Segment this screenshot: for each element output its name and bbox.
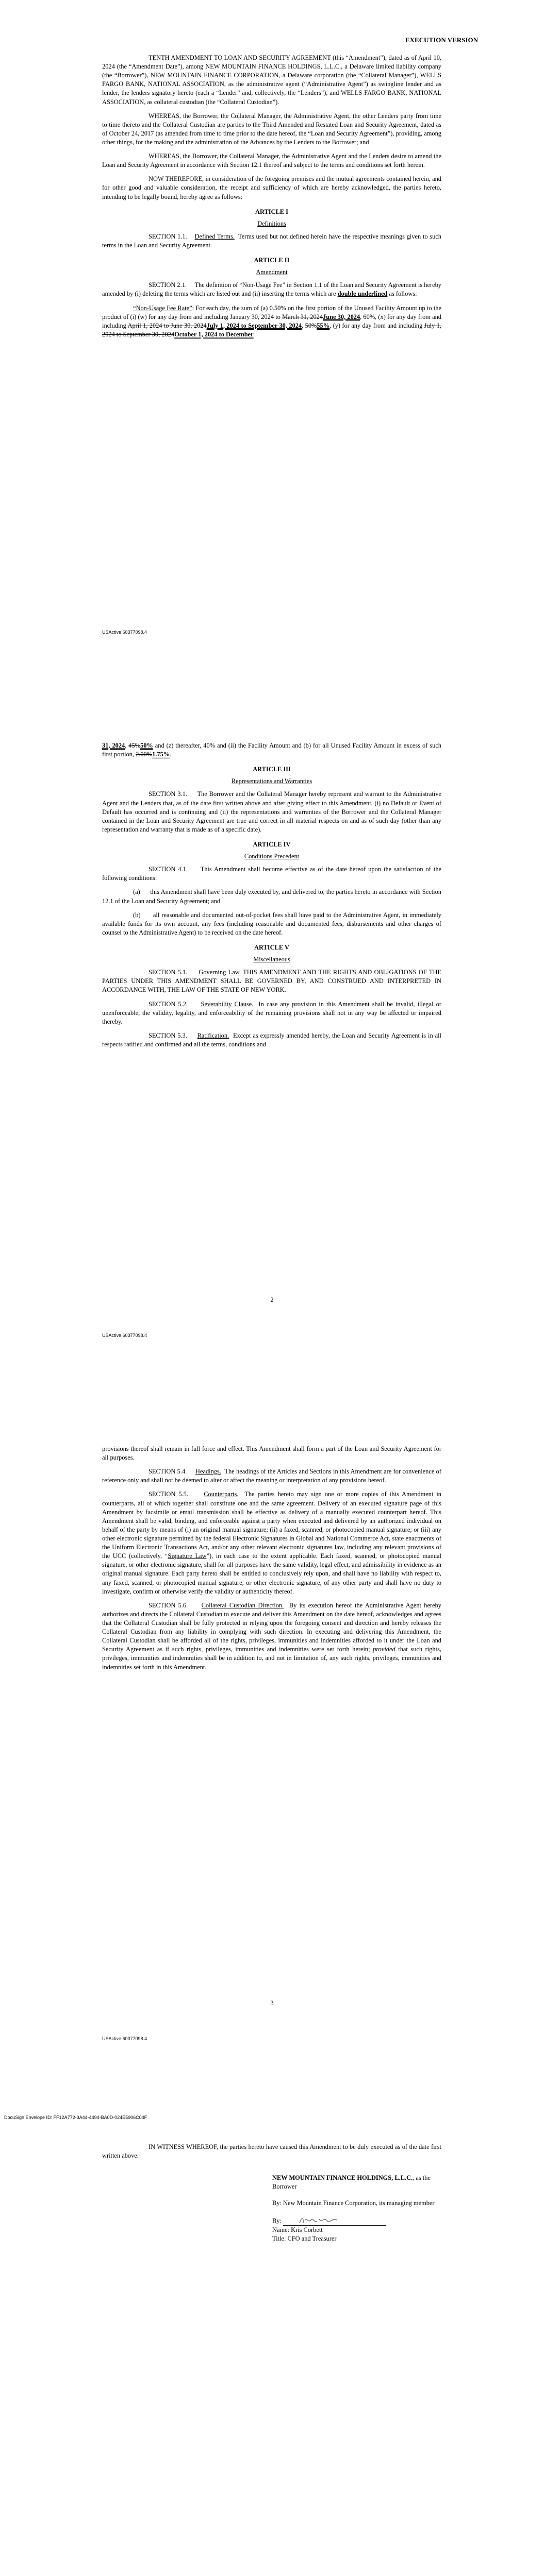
now-therefore-paragraph: NOW THEREFORE, in consideration of the foregoing premises and the mutual agreements contained herein, and for other good and valuable consideration, the receipt and sufficiency of which are hereby acknowledged, the parties hereto, intending to be legally bound, hereby agree as follows:: [102, 175, 441, 200]
section-text: that such rights, privileges, immunities and indemnities shall be in addition to, and not in limitation of, any such rights, privileges, immunities and indemnities set forth in this Amendment.: [102, 1646, 441, 1671]
section-2-1: [102, 281, 441, 298]
text-span: ,: [125, 742, 127, 749]
section-heading: Ratification.: [197, 1031, 229, 1039]
signer-title: Title: CFO and Treasurer: [272, 2235, 337, 2243]
page-1: [0, 0, 544, 703]
strikethrough-text: 50%: [305, 321, 317, 329]
article-1-title: Definitions: [257, 219, 286, 227]
section-5-2: [102, 1000, 441, 1026]
condition-label: (b): [133, 911, 141, 919]
double-underlined-text: 1.75%: [152, 751, 170, 758]
page-3: [0, 1406, 544, 2110]
page-2-body: [102, 741, 441, 1054]
strikethrough-text: April 1, 2024 to June 30, 2024: [127, 321, 207, 329]
section-number: SECTION 2.1.: [149, 281, 187, 289]
strikethrough-text: 2.00%: [136, 751, 153, 758]
page-1-body: [102, 54, 441, 344]
section-number: SECTION 5.1.: [149, 969, 188, 976]
condition-b: [102, 911, 441, 937]
double-underlined-text: 31, 2024: [102, 742, 125, 749]
article-1-heading: ARTICLE I: [255, 208, 288, 215]
by-managing-member: By: New Mountain Finance Corporation, its managing member: [272, 2199, 435, 2207]
section-number: SECTION 1.1.: [149, 232, 187, 240]
section-number: SECTION 5.4.: [149, 1468, 187, 1476]
article-4-title: Conditions Precedent: [244, 853, 300, 860]
italic-term: provided: [373, 1646, 395, 1653]
text-span: ,: [302, 321, 304, 329]
section-text: In case any provision in this Amendment shall be invalid, illegal or unenforceable, the validity, legality, and enforceability of the remaining provisions shall not in any way be affected or impaired thereby.: [102, 1000, 441, 1025]
page-4-body: [102, 2143, 441, 2165]
strikethrough-text: July 1, 2024 to September 30, 2024: [102, 321, 441, 338]
article-5-heading: ARTICLE V: [254, 943, 289, 951]
article-4-heading: ARTICLE IV: [253, 840, 291, 848]
page-number: 3: [270, 1999, 274, 2007]
ratification-continuation: provisions thereof shall remain in full force and effect. This Amendment shall form a part of the Loan and Security Agreement for all purposes.: [102, 1445, 441, 1462]
section-text: This Amendment shall become effective as of the date hereof upon the satisfaction of the following conditions:: [102, 866, 442, 882]
section-text: ”), in each case to the extent applicable. Each faxed, scanned, or photocopied manual signature, or other electronic signature, shall for all purposes have the same validity, legal effect, and admissibility in evidence as an original manual signature. Each party hereto shall be entitled to conclusively rely upon, and shall have no liability with respect to, any faxed, scanned, or photocopied manual signature, or other electronic signature, of any other party and shall have no duty to investigate, confirm or otherwise verify the validity or authenticity thereof.: [102, 1552, 441, 1595]
section-heading: Severability Clause.: [201, 1000, 254, 1008]
double-underlined-text: July 1, 2024 to September 30, 2024: [206, 321, 302, 329]
non-usage-fee-continuation: [102, 741, 441, 759]
whereas-paragraph-2: WHEREAS, the Borrower, the Collateral Manager, the Administrative Agent and the Lenders desire to amend the Loan and Security Agreement in accordance with Section 12.1 thereof and subject to the terms and conditions set forth herein.: [102, 152, 441, 169]
whereas-paragraph-1: WHEREAS, the Borrower, the Collateral Manager, the Administrative Agent, the other Lenders party from time to time thereto and the Collateral Custodian are parties to the Third Amended and Restated Loan and Security Agreement, dated as of October 24, 2017 (as amended from time to time prior to the date hereof, the “Loan and Security Agreement”), providing, among other things, for the making and the administration of the Advances by the Lenders to the Borrower; and: [102, 112, 441, 146]
section-text: By its execution hereof the Administrative Agent hereby authorizes and directs the Collateral Custodian to execute and deliver this Amendment on the date hereof, acknowledges and agrees that the Collateral Custodian shall be fully protected in relying upon the foregoing consent and direction and hereby releases the Collateral Custodian from any liability in complying with such direction. In executing and delivering this Amendment, the Collateral Custodian shall be afforded all of the rights, privileges, immunities and indemnities afforded to it under the Loan and Security Agreement as if such rights, privileges, immunities and indemnities were set forth herein;: [102, 1601, 441, 1653]
text-span: and (ii) inserting the terms which are: [241, 290, 336, 298]
page-3-body: [102, 1445, 441, 1677]
non-usage-fee-definition: [102, 304, 441, 339]
section-number: SECTION 5.6.: [149, 1601, 188, 1609]
section-number: SECTION 5.5.: [149, 1490, 188, 1498]
section-4-1: [102, 865, 441, 883]
strikethrough-text: March 31, 2024: [282, 313, 323, 320]
signature-line: [272, 2216, 448, 2226]
section-text: The headings of the Articles and Sections in this Amendment are for convenience of reference only and shall not be deemed to alter or affect the meaning or interpretation of any provisions hereof.: [102, 1468, 442, 1484]
defined-term: “Non-Usage Fee Rate”: [133, 304, 192, 312]
section-5-3: [102, 1031, 441, 1049]
section-5-1: [102, 968, 441, 994]
section-text: THIS AMENDMENT AND THE RIGHTS AND OBLIGATIONS OF THE PARTIES UNDER THIS AMENDMENT SHALL BE GOVERNED BY, AND CONSTRUED AND INTERPRETED IN ACCORDANCE WITH, THE LAW OF THE STATE OF NEW YORK.: [102, 969, 441, 994]
section-number: SECTION 5.3.: [149, 1031, 187, 1039]
condition-text: all reasonable and documented out-of-pocket fees shall have paid to the Administrative Agent, in immediately available funds for its own account, any fees (including reasonable and documented fees, disbursements and other charges of counsel to the Administrative Agent) to be received on the date hereof.: [102, 911, 441, 936]
article-3-title: Representations and Warranties: [231, 777, 312, 785]
execution-version-label: EXECUTION VERSION: [405, 36, 478, 44]
double-underlined-text: 55%: [317, 321, 330, 329]
section-3-1: [102, 790, 441, 834]
article-3-heading: ARTICLE III: [253, 766, 291, 773]
section-text: The parties hereto may sign one or more copies of this Amendment in counterparts, all of which together shall constitute one and the same agreement. Delivery of an executed signature page of this Amendment by facsimile or email transmission shall be effective as delivery of a manually executed counterpart hereof. This Amendment shall be valid, binding, and enforceable against a party when executed and delivered by an authorized individual on behalf of the party by means of (i) an original manual signature; (ii) a faxed, scanned, or photocopied manual signature; or (iii) any other electronic signature permitted by the federal Electronic Signatures in Global and National Commerce Act, state enactments of the Uniform Electronic Transactions Act, and/or any other relevant electronic signatures law, including any relevant provisions of the UCC (collectively, “: [102, 1490, 441, 1560]
section-number: SECTION 5.2.: [149, 1000, 188, 1008]
strikethrough-text: listed out: [216, 290, 240, 298]
section-1-1: [102, 232, 441, 250]
page-number: 2: [270, 1296, 274, 1303]
condition-text: this Amendment shall have been duly executed by, and delivered to, the parties hereto in accordance with Section 12.1 of the Loan and Security Agreement; and: [102, 888, 441, 905]
double-underlined-text: double underlined: [337, 290, 388, 298]
text-span: The definition of “Non-Usage Fee” in Section 1.1 of the Loan and Security Agreement is hereby amended by (i) deleting the terms which are: [102, 281, 442, 298]
double-underlined-text: October 1, 2024 to December: [174, 330, 254, 338]
section-heading: Headings.: [195, 1468, 221, 1476]
intro-paragraph: TENTH AMENDMENT TO LOAN AND SECURITY AGREEMENT (this “Amendment”), dated as of April 10, 2024 (the “Amendment Date”), among NEW MOUNTAIN FINANCE HOLDINGS, L.L.C., a Delaware limited liability company (the “Borrower”), NEW MOUNTAIN FINANCE CORPORATION, a Delaware corporation (the “Collateral Manager”), WELLS FARGO BANK, NATIONAL ASSOCIATION, as the administrative agent (“Administrative Agent”) as swingline lender and as lender, the lenders signatory hereto (each a “Lender” and, collectively, the “Lenders”), and WELLS FARGO BANK, NATIONAL ASSOCIATION, as collateral custodian (the “Collateral Custodian”).: [102, 54, 441, 106]
condition-a: [102, 888, 441, 905]
defined-term: Signature Law: [168, 1552, 207, 1560]
docusign-envelope-id: DocuSign Envelope ID: FF12A772-3A44-4494-BA0D-024E5906C04F: [4, 2115, 147, 2120]
page-footer: USActive 60377098.4: [102, 2036, 147, 2041]
section-text: The Borrower and the Collateral Manager hereby represent and warrant to the Administrative Agent and the Lenders that, as of the date first written above and after giving effect to this Amendment, (i) no Default or Event of Default has occurred and is continuing and (ii) the representations and warranties of the Borrower and the Collateral Manager contained in the Loan and Security Agreement are true and correct in all material respects on and as of such day (other than any representation and warranty that is made as of a specific date).: [102, 790, 442, 833]
section-heading: Governing Law.: [199, 969, 241, 976]
entity-name: NEW MOUNTAIN FINANCE HOLDINGS, L.L.C.: [272, 2174, 413, 2181]
entity-role: , as the Borrower: [272, 2174, 431, 2191]
page-footer: USActive 60377098.4: [102, 630, 147, 635]
article-5-title: Miscellaneous: [253, 956, 290, 963]
section-5-5: [102, 1490, 441, 1596]
section-heading: Counterparts.: [204, 1490, 239, 1498]
article-2-title: Amendment: [256, 268, 288, 276]
signature-block: [272, 2174, 448, 2244]
text-span: and (z) thereafter, 40% and (ii) the Facility Amount and (b) for all Unused Facility Amount in excess of such first portion,: [102, 742, 441, 758]
condition-label: (a): [133, 888, 140, 896]
section-number: SECTION 4.1.: [149, 866, 188, 873]
section-heading: Collateral Custodian Direction.: [201, 1601, 284, 1609]
strikethrough-text: 45%: [128, 742, 141, 749]
section-number: SECTION 3.1.: [149, 790, 187, 798]
section-text: Except as expressly amended hereby, the Loan and Security Agreement is in all respects ratified and confirmed and all the terms, conditions and: [102, 1031, 441, 1048]
signature-entity: [272, 2174, 448, 2192]
page-footer: USActive 60377098.4: [102, 1333, 147, 1338]
article-2-heading: ARTICLE II: [254, 257, 290, 264]
signer-name: Name: Kris Corbett: [272, 2226, 323, 2234]
text-span: , 60%, (x) for any day from and including: [102, 313, 441, 329]
page-2: [0, 703, 544, 1406]
section-5-6: [102, 1601, 441, 1672]
text-span: , (y) for any day from and including: [329, 321, 423, 329]
text-span: as follows:: [389, 290, 417, 298]
section-5-4: [102, 1467, 441, 1485]
double-underlined-text: 50%: [140, 742, 153, 749]
handwritten-signature: [299, 2216, 340, 2225]
section-heading: Defined Terms.: [194, 232, 235, 240]
section-text: Terms used but not defined herein have the respective meanings given to such terms in the Loan and Security Agreement.: [102, 232, 442, 249]
text-span: .: [170, 751, 172, 758]
by-label: By:: [272, 2217, 282, 2225]
text-span: : For each day, the sum of (a) 0.50% on the first portion of the Unused Facility Amount up to the product of (i) (w) for any day from and including January 30, 2024 to: [102, 304, 441, 320]
page-4: [0, 2110, 544, 2576]
witness-paragraph: IN WITNESS WHEREOF, the parties hereto have caused this Amendment to be duly executed as of the date first written above.: [102, 2143, 441, 2160]
double-underlined-text: June 30, 2024: [323, 313, 360, 320]
signature-field: [283, 2216, 386, 2226]
